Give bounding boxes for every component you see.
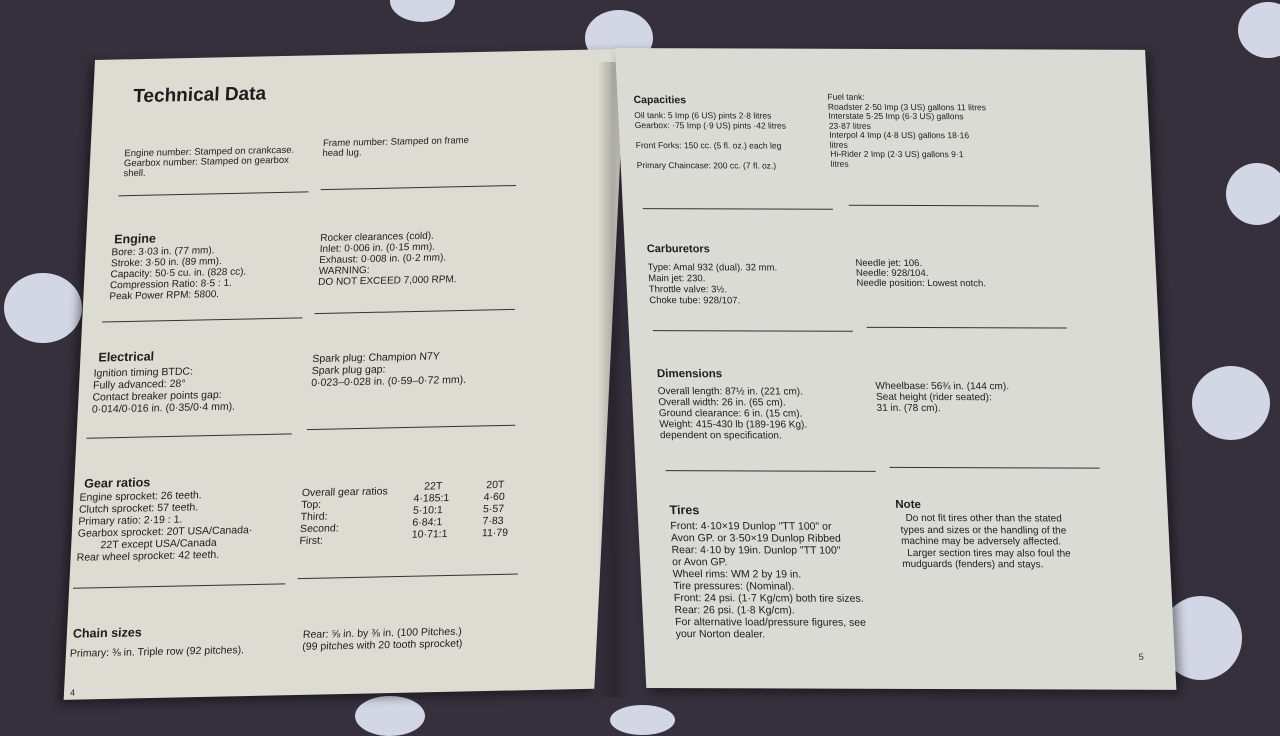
background-dot	[390, 0, 455, 22]
gear-ratios-heading: Gear ratios	[83, 475, 151, 491]
background-dot	[1238, 2, 1280, 58]
capacities-heading: Capacities	[633, 94, 687, 107]
electrical-heading: Electrical	[98, 349, 155, 365]
gear-name: Second:	[299, 522, 339, 536]
note-text: Do not fit tires other than the stated types and sizes or the handling of the machine may be adversely affected. Larger section tires may also foul the mudguards (fenders) and stays.	[899, 512, 1071, 571]
spark-plug-specs: Spark plug: Champion N7Y Spark plug gap: 0·023–0·028 in. (0·59–0·72 mm).	[310, 350, 467, 390]
page-title: Technical Data	[132, 83, 267, 108]
fuel-tank-specs: Fuel tank: Roadster 2·50 Imp (3 US) gallons 11 litres Interstate 5·25 Imp (6·3 US) gallons 23·87 litres Interpol 4 Imp (4·8 US) gallons 18·16 litres Hi-Rider 2 Imp (2·3 US) gallons 9·1 litres	[827, 91, 987, 169]
value-20t: 5·57	[482, 502, 505, 516]
right-page	[615, 48, 1176, 690]
background-dot	[610, 705, 675, 735]
divider	[666, 470, 876, 472]
background-dot	[1226, 163, 1280, 225]
dimensions-heading: Dimensions	[656, 368, 723, 381]
wheelbase-specs: Wheelbase: 56¾ in. (144 cm). Seat height (rider seated): 31 in. (78 cm).	[875, 380, 1010, 415]
value-20t: 7·83	[482, 514, 504, 528]
col-22t: 22T	[423, 480, 443, 493]
values-22t	[412, 492, 450, 541]
overall-gear-ratios-label: Overall gear ratios	[301, 485, 389, 500]
divider	[86, 433, 291, 438]
divider	[73, 583, 285, 588]
divider	[643, 208, 833, 210]
value-20t: 11·79	[481, 526, 509, 540]
values-20t	[482, 491, 510, 540]
value-22t: 10·71:1	[411, 528, 448, 541]
gear-names	[299, 498, 340, 547]
divider	[321, 185, 516, 190]
dimensions-specs: Overall length: 87½ in. (221 cm). Overall width: 26 in. (65 cm). Ground clearance: 6 in. (15 cm). Weight: 415-430 lb (189-196 Kg). dependent on specification.	[657, 386, 808, 442]
chain-sizes-heading: Chain sizes	[72, 625, 143, 641]
tires-heading: Tires	[669, 503, 700, 518]
gear-name: Top:	[300, 498, 322, 512]
page-number: 5	[1138, 651, 1145, 662]
page-number: 4	[69, 687, 76, 698]
gear-name: First:	[299, 534, 324, 548]
divider	[889, 467, 1099, 469]
background-dot	[355, 696, 425, 736]
chain-rear: Rear: ⅝ in. by ⅜ in. (100 Pitches.) (99 pitches with 20 tooth sprocket)	[302, 625, 463, 653]
frame-number: Frame number: Stamped on frame head lug.	[322, 135, 470, 160]
rocker-clearances: Rocker clearances (cold). Inlet: 0·006 in. (0·15 mm). Exhaust: 0·008 in. (0·2 mm). WARNING: DO NOT EXCEED 7,000 RPM.	[317, 230, 457, 289]
value-20t: 4·60	[483, 490, 506, 504]
value-22t: 4·185:1	[413, 492, 450, 505]
divider	[867, 327, 1067, 329]
carburetors-heading: Carburetors	[646, 243, 711, 256]
note-heading: Note	[895, 498, 922, 511]
value-22t: 5·10:1	[412, 504, 444, 517]
divider	[315, 309, 515, 314]
tires-specs: Front: 4·10×19 Dunlop "TT 100" or Avon GP. or 3·50×19 Dunlop Ribbed Rear: 4·10 by 19in. Dunlop "TT 100" or Avon GP. Wheel rims: WM 2 by 19 in. Tire pressures: (Nominal). Front: 24 psi. (1·7 Kg/cm) both tire sizes. Rear: 26 psi. (1·8 Kg/cm). For alternative load/pressure figures, see your Norton dealer.	[670, 520, 867, 641]
divider	[307, 425, 515, 430]
divider	[849, 205, 1039, 207]
gear-specs: Engine sprocket: 26 teeth. Clutch sprocket: 57 teeth. Primary ratio: 2·19 : 1. Gearbox sprocket: 20T USA/Canada· 22T except USA/Canada Rear wheel sprocket: 42 teeth.	[76, 489, 253, 564]
engine-number: Engine number: Stamped on crankcase. Gearbox number: Stamped on gearbox shell.	[123, 144, 295, 180]
capacities-specs: Oil tank: 5 Imp (6 US) pints 2·8 litres Gearbox: ·75 Imp (·9 US) pints ·42 litres Front Forks: 150 cc. (5 fl. oz.) each leg Primary Chaincase: 200 cc. (7 fl. oz.)	[634, 110, 787, 171]
ignition-specs: Ignition timing BTDC: Fully advanced: 28° Contact breaker points gap: 0·014/0·016 in. (0·35/0·4 mm).	[91, 365, 236, 416]
left-page	[64, 49, 626, 700]
gear-name: Third:	[300, 510, 328, 524]
divider	[118, 191, 308, 196]
carburetor-specs: Type: Amal 932 (dual). 32 mm. Main jet: 230. Throttle valve: 3½. Choke tube: 928/107.	[647, 262, 778, 307]
background-dot	[1192, 366, 1270, 440]
engine-specs: Bore: 3·03 in. (77 mm). Stroke: 3·50 in. (89 mm). Capacity: 50·5 cu. in. (828 cc). Compression Ratio: 8·5 : 1. Peak Power RPM: 5800.	[109, 245, 247, 303]
divider	[298, 574, 518, 580]
divider	[102, 317, 302, 322]
col-20t: 20T	[485, 478, 505, 492]
value-22t: 6·84:1	[412, 516, 443, 529]
engine-heading: Engine	[113, 231, 157, 247]
background-dot	[4, 273, 82, 343]
needle-specs: Needle jet: 106. Needle: 928/104. Needle position: Lowest notch.	[855, 257, 987, 290]
divider	[653, 330, 853, 332]
chain-primary: Primary: ⅜ in. Triple row (92 pitches).	[69, 644, 245, 660]
